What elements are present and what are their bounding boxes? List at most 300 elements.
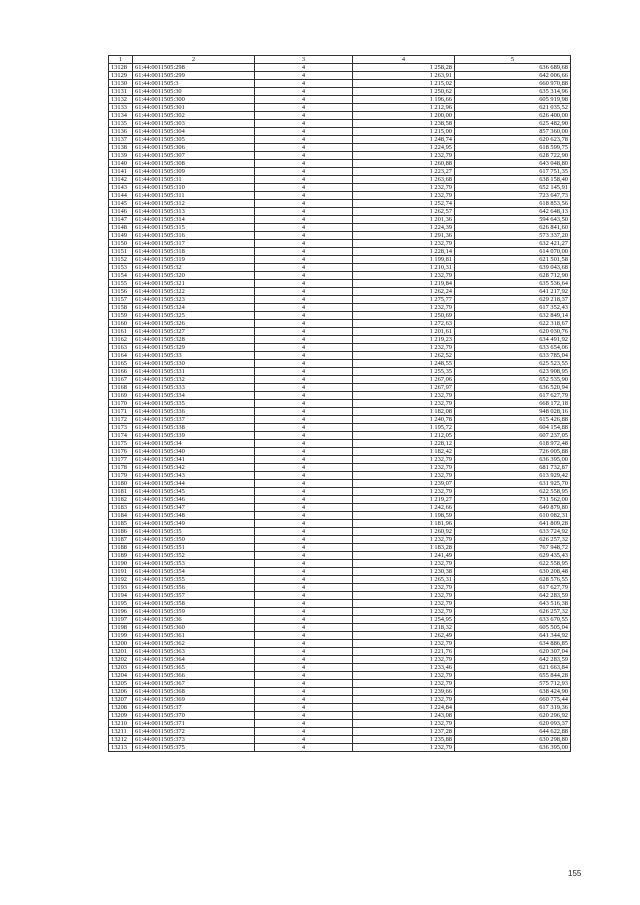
category-code-cell: 4: [255, 408, 353, 416]
table-row: [109, 496, 571, 504]
category-code-cell: 4: [255, 200, 353, 208]
table-row: [109, 560, 571, 568]
table-row: [109, 296, 571, 304]
row-number-cell: 13183: [109, 504, 133, 512]
cadastral-value-cell: 767 948,72: [455, 544, 571, 552]
cadastral-value-cell: 641 809,28: [455, 520, 571, 528]
cadastral-number-cell: 61:44:0011505:326: [133, 320, 255, 328]
cadastral-value-cell: 634 886,85: [455, 640, 571, 648]
cadastral-number-cell: 61:44:0011505:305: [133, 136, 255, 144]
table-row: [109, 424, 571, 432]
row-number-cell: 13170: [109, 400, 133, 408]
cadastral-number-cell: 61:44:0011505:298: [133, 64, 255, 72]
cadastral-number-cell: 61:44:0011505:317: [133, 240, 255, 248]
area-value-cell: 1 291,36: [353, 232, 455, 240]
table-row: [109, 544, 571, 552]
row-number-cell: 13152: [109, 256, 133, 264]
table-row: [109, 576, 571, 584]
cadastral-number-cell: 61:44:0011505:354: [133, 568, 255, 576]
cadastral-number-cell: 61:44:0011505:301: [133, 104, 255, 112]
area-value-cell: 1 267,97: [353, 384, 455, 392]
cadastral-number-cell: 61:44:0011505:339: [133, 432, 255, 440]
table-row: [109, 80, 571, 88]
category-code-cell: 4: [255, 136, 353, 144]
category-code-cell: 4: [255, 520, 353, 528]
cadastral-number-cell: 61:44:0011505:336: [133, 408, 255, 416]
cadastral-number-cell: 61:44:0011505:324: [133, 304, 255, 312]
table-row: [109, 112, 571, 120]
category-code-cell: 4: [255, 72, 353, 80]
cadastral-number-cell: 61:44:0011505:348: [133, 512, 255, 520]
table-row: [109, 192, 571, 200]
table-row: [109, 656, 571, 664]
row-number-cell: 13169: [109, 392, 133, 400]
row-number-cell: 13130: [109, 80, 133, 88]
table-header-row: [109, 56, 571, 64]
row-number-cell: 13151: [109, 248, 133, 256]
category-code-cell: 4: [255, 344, 353, 352]
category-code-cell: 4: [255, 664, 353, 672]
row-number-cell: 13150: [109, 240, 133, 248]
cadastral-value-cell: 618 853,56: [455, 200, 571, 208]
category-code-cell: 4: [255, 672, 353, 680]
table-row: [109, 608, 571, 616]
category-code-cell: 4: [255, 104, 353, 112]
row-number-cell: 13147: [109, 216, 133, 224]
cadastral-number-cell: 61:44:0011505:307: [133, 152, 255, 160]
column-header-3: 3: [255, 56, 353, 64]
area-value-cell: 1 224,84: [353, 704, 455, 712]
area-value-cell: 1 232,79: [353, 600, 455, 608]
row-number-cell: 13185: [109, 520, 133, 528]
row-number-cell: 13167: [109, 376, 133, 384]
cadastral-number-cell: 61:44:0011505:322: [133, 288, 255, 296]
table-row: [109, 64, 571, 72]
cadastral-value-cell: 618 599,75: [455, 144, 571, 152]
cadastral-value-cell: 630 208,48: [455, 568, 571, 576]
area-value-cell: 1 210,31: [353, 264, 455, 272]
cadastral-value-cell: 617 751,35: [455, 168, 571, 176]
row-number-cell: 13161: [109, 328, 133, 336]
row-number-cell: 13212: [109, 736, 133, 744]
category-code-cell: 4: [255, 328, 353, 336]
area-value-cell: 1 232,79: [353, 184, 455, 192]
category-code-cell: 4: [255, 552, 353, 560]
cadastral-value-cell: 629 435,43: [455, 552, 571, 560]
category-code-cell: 4: [255, 584, 353, 592]
category-code-cell: 4: [255, 80, 353, 88]
cadastral-value-cell: 617 627,79: [455, 584, 571, 592]
category-code-cell: 4: [255, 544, 353, 552]
category-code-cell: 4: [255, 288, 353, 296]
table-row: [109, 120, 571, 128]
row-number-cell: 13144: [109, 192, 133, 200]
category-code-cell: 4: [255, 472, 353, 480]
area-value-cell: 1 201,61: [353, 328, 455, 336]
row-number-cell: 13154: [109, 272, 133, 280]
cadastral-number-cell: 61:44:0011505:337: [133, 416, 255, 424]
row-number-cell: 13211: [109, 728, 133, 736]
row-number-cell: 13174: [109, 432, 133, 440]
category-code-cell: 4: [255, 304, 353, 312]
category-code-cell: 4: [255, 280, 353, 288]
area-value-cell: 1 232,79: [353, 672, 455, 680]
table-row: [109, 448, 571, 456]
cadastral-value-cell: 594 643,50: [455, 216, 571, 224]
table-row: [109, 136, 571, 144]
category-code-cell: 4: [255, 576, 353, 584]
area-value-cell: 1 201,36: [353, 216, 455, 224]
category-code-cell: 4: [255, 568, 353, 576]
row-number-cell: 13194: [109, 592, 133, 600]
area-value-cell: 1 182,08: [353, 408, 455, 416]
row-number-cell: 13128: [109, 64, 133, 72]
row-number-cell: 13208: [109, 704, 133, 712]
table-row: [109, 368, 571, 376]
cadastral-value-cell: 636 395,00: [455, 456, 571, 464]
cadastral-number-cell: 61:44:0011505:375: [133, 744, 255, 752]
area-value-cell: 1 232,79: [353, 560, 455, 568]
area-value-cell: 1 232,79: [353, 744, 455, 752]
row-number-cell: 13162: [109, 336, 133, 344]
category-code-cell: 4: [255, 680, 353, 688]
cadastral-number-cell: 61:44:0011505:321: [133, 280, 255, 288]
row-number-cell: 13210: [109, 720, 133, 728]
area-value-cell: 1 275,77: [353, 296, 455, 304]
cadastral-number-cell: 61:44:0011505:306: [133, 144, 255, 152]
row-number-cell: 13157: [109, 296, 133, 304]
category-code-cell: 4: [255, 248, 353, 256]
cadastral-value-cell: 633 785,04: [455, 352, 571, 360]
table-row: [109, 384, 571, 392]
category-code-cell: 4: [255, 240, 353, 248]
cadastral-number-cell: 61:44:0011505:325: [133, 312, 255, 320]
cadastral-value-cell: 620 307,04: [455, 648, 571, 656]
category-code-cell: 4: [255, 152, 353, 160]
cadastral-number-cell: 61:44:0011505:32: [133, 264, 255, 272]
cadastral-number-cell: 61:44:0011505:361: [133, 632, 255, 640]
cadastral-value-cell: 575 712,93: [455, 680, 571, 688]
table-row: [109, 744, 571, 752]
category-code-cell: 4: [255, 648, 353, 656]
row-number-cell: 13197: [109, 616, 133, 624]
cadastral-value-cell: 620 623,78: [455, 136, 571, 144]
area-value-cell: 1 232,79: [353, 400, 455, 408]
area-value-cell: 1 260,92: [353, 528, 455, 536]
area-value-cell: 1 224,95: [353, 144, 455, 152]
cadastral-value-cell: 633 670,55: [455, 616, 571, 624]
row-number-cell: 13193: [109, 584, 133, 592]
cadastral-number-cell: 61:44:0011505:332: [133, 376, 255, 384]
area-value-cell: 1 232,79: [353, 680, 455, 688]
cadastral-number-cell: 61:44:0011505:36: [133, 616, 255, 624]
cadastral-value-cell: 628 712,90: [455, 272, 571, 280]
category-code-cell: 4: [255, 688, 353, 696]
row-number-cell: 13186: [109, 528, 133, 536]
row-number-cell: 13134: [109, 112, 133, 120]
cadastral-value-cell: 604 154,88: [455, 424, 571, 432]
cadastral-value-cell: 639 043,68: [455, 264, 571, 272]
table-row: [109, 280, 571, 288]
table-row: [109, 568, 571, 576]
cadastral-number-cell: 61:44:0011505:309: [133, 168, 255, 176]
row-number-cell: 13143: [109, 184, 133, 192]
page-number: 155: [568, 869, 582, 878]
cadastral-number-cell: 61:44:0011505:366: [133, 672, 255, 680]
cadastral-number-cell: 61:44:0011505:372: [133, 728, 255, 736]
table-row: [109, 600, 571, 608]
cadastral-number-cell: 61:44:0011505:345: [133, 488, 255, 496]
area-value-cell: 1 215,02: [353, 80, 455, 88]
area-value-cell: 1 235,88: [353, 736, 455, 744]
table-row: [109, 392, 571, 400]
category-code-cell: 4: [255, 464, 353, 472]
table-row: [109, 696, 571, 704]
category-code-cell: 4: [255, 416, 353, 424]
area-value-cell: 1 241,49: [353, 552, 455, 560]
cadastral-value-cell: 641 344,92: [455, 632, 571, 640]
area-value-cell: 1 232,79: [353, 720, 455, 728]
category-code-cell: 4: [255, 696, 353, 704]
category-code-cell: 4: [255, 296, 353, 304]
table-row: [109, 552, 571, 560]
row-number-cell: 13175: [109, 440, 133, 448]
cadastral-value-cell: 660 970,88: [455, 80, 571, 88]
area-value-cell: 1 265,31: [353, 576, 455, 584]
table-row: [109, 256, 571, 264]
cadastral-value-cell: 623 908,95: [455, 368, 571, 376]
category-code-cell: 4: [255, 480, 353, 488]
table-row: [109, 488, 571, 496]
cadastral-value-cell: 643 516,38: [455, 600, 571, 608]
cadastral-value-cell: 655 844,28: [455, 672, 571, 680]
row-number-cell: 13200: [109, 640, 133, 648]
category-code-cell: 4: [255, 64, 353, 72]
category-code-cell: 4: [255, 712, 353, 720]
cadastral-number-cell: 61:44:0011505:342: [133, 464, 255, 472]
category-code-cell: 4: [255, 176, 353, 184]
cadastral-number-cell: 61:44:0011505:300: [133, 96, 255, 104]
category-code-cell: 4: [255, 320, 353, 328]
table-row: [109, 240, 571, 248]
row-number-cell: 13156: [109, 288, 133, 296]
cadastral-number-cell: 61:44:0011505:351: [133, 544, 255, 552]
cadastral-value-cell: 622 318,67: [455, 320, 571, 328]
cadastral-value-cell: 644 622,88: [455, 728, 571, 736]
cadastral-value-cell: 622 558,95: [455, 560, 571, 568]
area-value-cell: 1 255,35: [353, 368, 455, 376]
row-number-cell: 13206: [109, 688, 133, 696]
row-number-cell: 13188: [109, 544, 133, 552]
table-body: [109, 64, 571, 752]
row-number-cell: 13207: [109, 696, 133, 704]
cadastral-number-cell: 61:44:0011505:344: [133, 480, 255, 488]
table-row: [109, 536, 571, 544]
cadastral-value-cell: 638 424,90: [455, 688, 571, 696]
area-value-cell: 1 258,28: [353, 64, 455, 72]
cadastral-value-cell: 626 400,00: [455, 112, 571, 120]
category-code-cell: 4: [255, 608, 353, 616]
cadastral-value-cell: 642 006,66: [455, 72, 571, 80]
table-row: [109, 152, 571, 160]
category-code-cell: 4: [255, 504, 353, 512]
cadastral-number-cell: 61:44:0011505:364: [133, 656, 255, 664]
cadastral-number-cell: 61:44:0011505:360: [133, 624, 255, 632]
cadastral-value-cell: 638 158,40: [455, 176, 571, 184]
cadastral-value-cell: 642 283,59: [455, 592, 571, 600]
table-row: [109, 360, 571, 368]
category-code-cell: 4: [255, 536, 353, 544]
cadastral-number-cell: 61:44:0011505:359: [133, 608, 255, 616]
cadastral-value-cell: 681 732,87: [455, 464, 571, 472]
category-code-cell: 4: [255, 232, 353, 240]
area-value-cell: 1 200,00: [353, 112, 455, 120]
cadastral-value-cell: 626 841,60: [455, 224, 571, 232]
row-number-cell: 13166: [109, 368, 133, 376]
area-value-cell: 1 196,66: [353, 96, 455, 104]
category-code-cell: 4: [255, 272, 353, 280]
category-code-cell: 4: [255, 392, 353, 400]
row-number-cell: 13141: [109, 168, 133, 176]
area-value-cell: 1 232,79: [353, 472, 455, 480]
row-number-cell: 13179: [109, 472, 133, 480]
cadastral-value-cell: 631 925,70: [455, 480, 571, 488]
cadastral-number-cell: 61:44:0011505:334: [133, 392, 255, 400]
table-row: [109, 712, 571, 720]
table-row: [109, 264, 571, 272]
category-code-cell: 4: [255, 600, 353, 608]
category-code-cell: 4: [255, 496, 353, 504]
cadastral-number-cell: 61:44:0011505:362: [133, 640, 255, 648]
cadastral-value-cell: 617 319,36: [455, 704, 571, 712]
cadastral-value-cell: 620 296,92: [455, 712, 571, 720]
table-row: [109, 96, 571, 104]
row-number-cell: 13190: [109, 560, 133, 568]
cadastral-number-cell: 61:44:0011505:347: [133, 504, 255, 512]
area-value-cell: 1 262,52: [353, 352, 455, 360]
cadastral-value-cell: 620 030,76: [455, 328, 571, 336]
cadastral-number-cell: 61:44:0011505:352: [133, 552, 255, 560]
cadastral-value-cell: 635 314,96: [455, 88, 571, 96]
cadastral-number-cell: 61:44:0011505:350: [133, 536, 255, 544]
cadastral-number-cell: 61:44:0011505:329: [133, 344, 255, 352]
category-code-cell: 4: [255, 440, 353, 448]
row-number-cell: 13155: [109, 280, 133, 288]
area-value-cell: 1 219,23: [353, 336, 455, 344]
table-row: [109, 320, 571, 328]
area-value-cell: 1 232,79: [353, 152, 455, 160]
table-row: [109, 168, 571, 176]
row-number-cell: 13181: [109, 488, 133, 496]
cadastral-value-cell: 610 082,31: [455, 512, 571, 520]
row-number-cell: 13203: [109, 664, 133, 672]
category-code-cell: 4: [255, 376, 353, 384]
table-row: [109, 312, 571, 320]
area-value-cell: 1 267,06: [353, 376, 455, 384]
row-number-cell: 13153: [109, 264, 133, 272]
table-row: [109, 248, 571, 256]
table-row: [109, 624, 571, 632]
table-row: [109, 88, 571, 96]
area-value-cell: 1 230,38: [353, 568, 455, 576]
cadastral-number-cell: 61:44:0011505:311: [133, 192, 255, 200]
table-row: [109, 144, 571, 152]
table-row: [109, 640, 571, 648]
cadastral-number-cell: 61:44:0011505:340: [133, 448, 255, 456]
row-number-cell: 13159: [109, 312, 133, 320]
row-number-cell: 13184: [109, 512, 133, 520]
table-row: [109, 520, 571, 528]
cadastral-number-cell: 61:44:0011505:299: [133, 72, 255, 80]
row-number-cell: 13149: [109, 232, 133, 240]
cadastral-value-cell: 621 501,58: [455, 256, 571, 264]
area-value-cell: 1 250,69: [353, 312, 455, 320]
cadastral-value-cell: 625 523,55: [455, 360, 571, 368]
category-code-cell: 4: [255, 744, 353, 752]
cadastral-number-cell: 61:44:0011505:320: [133, 272, 255, 280]
cadastral-value-cell: 633 724,92: [455, 528, 571, 536]
cadastral-value-cell: 622 558,95: [455, 488, 571, 496]
row-number-cell: 13132: [109, 96, 133, 104]
cadastral-number-cell: 61:44:0011505:313: [133, 208, 255, 216]
category-code-cell: 4: [255, 528, 353, 536]
cadastral-value-cell: 652 145,91: [455, 184, 571, 192]
category-code-cell: 4: [255, 616, 353, 624]
cadastral-value-cell: 632 849,14: [455, 312, 571, 320]
category-code-cell: 4: [255, 488, 353, 496]
table-row: [109, 456, 571, 464]
row-number-cell: 13199: [109, 632, 133, 640]
area-value-cell: 1 263,68: [353, 176, 455, 184]
table-row: [109, 232, 571, 240]
table-row: [109, 336, 571, 344]
cadastral-value-cell: 605 505,04: [455, 624, 571, 632]
table-row: [109, 128, 571, 136]
area-value-cell: 1 242,66: [353, 504, 455, 512]
category-code-cell: 4: [255, 144, 353, 152]
area-value-cell: 1 254,95: [353, 616, 455, 624]
cadastral-number-cell: 61:44:0011505:330: [133, 360, 255, 368]
table-row: [109, 176, 571, 184]
cadastral-value-cell: 642 283,59: [455, 656, 571, 664]
category-code-cell: 4: [255, 704, 353, 712]
area-value-cell: 1 232,79: [353, 304, 455, 312]
row-number-cell: 13180: [109, 480, 133, 488]
table-row: [109, 720, 571, 728]
category-code-cell: 4: [255, 336, 353, 344]
category-code-cell: 4: [255, 640, 353, 648]
row-number-cell: 13139: [109, 152, 133, 160]
category-code-cell: 4: [255, 88, 353, 96]
area-value-cell: 1 219,84: [353, 280, 455, 288]
row-number-cell: 13195: [109, 600, 133, 608]
cadastral-number-cell: 61:44:0011505:335: [133, 400, 255, 408]
cadastral-value-cell: 641 217,92: [455, 288, 571, 296]
table-row: [109, 688, 571, 696]
row-number-cell: 13138: [109, 144, 133, 152]
area-value-cell: 1 215,00: [353, 128, 455, 136]
cadastral-number-cell: 61:44:0011505:343: [133, 472, 255, 480]
cadastral-value-cell: 625 482,90: [455, 120, 571, 128]
category-code-cell: 4: [255, 216, 353, 224]
category-code-cell: 4: [255, 560, 353, 568]
row-number-cell: 13191: [109, 568, 133, 576]
table-row: [109, 632, 571, 640]
category-code-cell: 4: [255, 400, 353, 408]
cadastral-number-cell: 61:44:0011505:302: [133, 112, 255, 120]
row-number-cell: 13187: [109, 536, 133, 544]
row-number-cell: 13146: [109, 208, 133, 216]
